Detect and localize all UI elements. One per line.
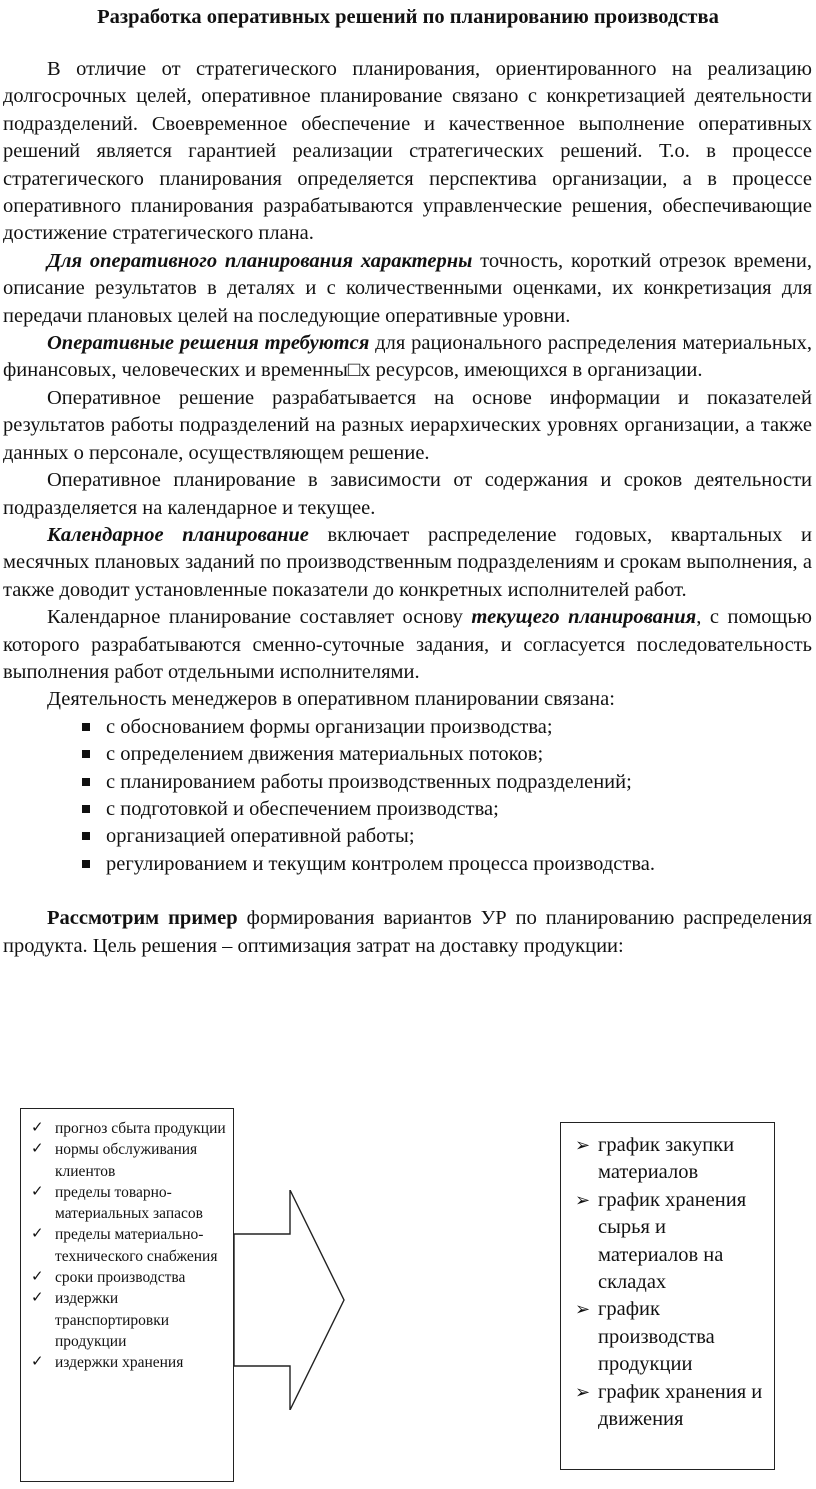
square-bullet-icon (82, 805, 90, 813)
checkmark-icon: ✓ (31, 1269, 44, 1286)
paragraph-division: Оперативное планирование в зависимости от содержания и сроков деятельности подразделяется на календарное и текущее. (3, 469, 812, 519)
list-item: регулированием и текущим контролем процесса производства. (3, 851, 812, 878)
paragraph-requirements (3, 330, 812, 385)
body-text (3, 56, 812, 960)
paragraph-text: для рационального распределения материальных, финансовых, человеческих и временны□х ресурсов, имеющихся в организации. (3, 332, 812, 382)
arrowhead-icon: ➢ (575, 1381, 591, 1402)
square-bullet-icon (82, 723, 90, 731)
input-item: ✓ прогноз сбыта продукции (29, 1118, 227, 1139)
paragraph-calendar (3, 522, 812, 604)
output-item: ➢ график хранения сырья и материалов на складах (575, 1188, 747, 1294)
activity-list (3, 714, 812, 878)
output-item: ➢ график производства продукции (575, 1298, 715, 1376)
square-bullet-icon (82, 832, 90, 840)
checkmark-icon: ✓ (31, 1226, 44, 1243)
input-item: ✓ издержки транспортировки продукции (31, 1290, 170, 1350)
list-item: организацией оперативной работы; (3, 823, 812, 850)
input-item: ✓ издержки хранения (29, 1352, 227, 1373)
input-item: ✓ пределы материально-технического снабжения (31, 1226, 218, 1265)
block-arrow-icon (234, 1190, 346, 1410)
square-bullet-icon (82, 750, 90, 758)
input-item: ✓ пределы товарно-материальных запасов (31, 1183, 203, 1223)
square-bullet-icon (82, 778, 90, 786)
paragraph-basis: Оперативное решение разрабатывается на основе информации и показателей результатов работы подразделений на разных иерархических уровнях организации, а также данных о персонале, осуществляющем решение. (3, 386, 812, 464)
emphasis-lead: Рассмотрим пример (47, 907, 238, 930)
list-item: с подготовкой и обеспечением производства; (3, 796, 812, 823)
arrowhead-icon: ➢ (575, 1299, 591, 1320)
paragraph-intro: В отличие от стратегического планирования, ориентированного на реализацию долгосрочных целей, оперативное планирование связано с конкретизацией деятельности подразделений. Своевременное обеспечение и качественное выполнение оперативных решений является гарантией реализации стратегических решений. Т.о. в процессе стратегического планирования определяется перспектива организации, а в процессе оперативного планирования разрабатываются управленческие решения, обеспечивающие достижение стратегического плана. (3, 58, 812, 245)
arrowhead-icon: ➢ (575, 1135, 591, 1155)
checkmark-icon: ✓ (31, 1120, 44, 1136)
paragraph-text: формирования вариантов УР по планированию распределения продукта. Цель решения – оптимизация затрат на доставку продукции: (3, 907, 812, 957)
output-item: ➢ график закупки материалов (575, 1134, 735, 1184)
paragraph-current (3, 604, 812, 686)
list-item: с определением движения материальных потоков; (3, 741, 812, 768)
emphasis-lead: Календарное планирование (47, 523, 309, 546)
paragraph-text: точность, короткий отрезок времени, описание результатов в деталях и с количественными оценками, их конкретизация для передачи плановых целей на последующие оперативные уровни. (3, 249, 812, 327)
paragraph-example (3, 905, 812, 960)
input-item: ✓ сроки производства (29, 1267, 227, 1288)
square-bullet-icon (82, 860, 90, 868)
outputs-box (560, 1122, 775, 1470)
paragraph-text: включает распределение годовых, квартальных и месячных плановых заданий по производственным подразделениям и срокам выполнения, а также доводит установленные показатели до конкретных исполнителей работ. (3, 523, 812, 601)
list-item: с планированием работы производственных подразделений; (3, 769, 812, 796)
inputs-box (20, 1108, 234, 1482)
emphasis-lead: Для оперативного планирования характерны (47, 249, 473, 272)
emphasis-lead: Оперативные решения требуются (47, 332, 370, 355)
paragraph-text: Календарное планирование составляет основу (47, 606, 472, 629)
arrowhead-icon: ➢ (575, 1189, 591, 1210)
checkmark-icon: ✓ (31, 1354, 44, 1371)
paragraph-characteristics (3, 248, 812, 330)
page-title: Разработка оперативных решений по планированию производства (97, 6, 719, 28)
checkmark-icon: ✓ (31, 1290, 44, 1307)
paragraph-managers: Деятельность менеджеров в оперативном планировании связана: (47, 688, 615, 711)
input-item: ✓ нормы обслуживания клиентов (31, 1141, 198, 1180)
emphasis-term: текущего планирования (471, 606, 697, 629)
output-item: ➢ график хранения и движения (575, 1380, 763, 1431)
paragraph-text: , с помощью которого разрабатываются сменно-суточные задания, и согласуется последовательность выполнения работ отдельными исполнителями. (3, 606, 812, 683)
checkmark-icon: ✓ (31, 1183, 44, 1200)
list-item: с обоснованием формы организации производства; (3, 714, 812, 741)
checkmark-icon: ✓ (31, 1141, 44, 1158)
